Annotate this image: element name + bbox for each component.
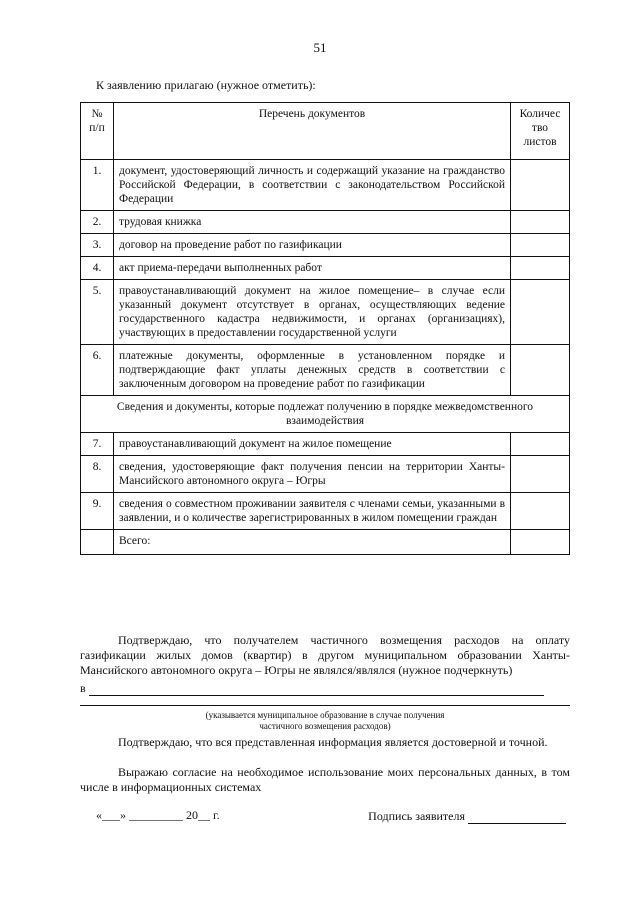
table-row [81,211,570,234]
section-heading: Сведения и документы, которые подлежат получению в порядке межведомственного взаимодействия [81,396,570,433]
municipality-line [80,680,570,696]
signature-label: Подпись заявителя [368,809,465,823]
document-name: договор на проведение работ по газификации [114,234,511,257]
row-number: 9. [81,493,114,530]
document-name: сведения о совместном проживании заявителя с членами семьи, указанными в заявлении, и о количестве зарегистрированных в жилом помещении граждан [114,493,511,530]
table-row [81,234,570,257]
row-number: 2. [81,211,114,234]
row-number: 5. [81,280,114,345]
document-name: акт приема-передачи выполненных работ [114,257,511,280]
row-number: 8. [81,456,114,493]
header-sheet-count: Количес тво листов [511,103,570,160]
document-name: правоустанавливающий документ на жилое помещение [114,433,511,456]
total-row [81,530,570,555]
page-number: 51 [313,40,327,55]
table-row [81,433,570,456]
municipality-prefix: в [80,681,86,695]
total-count-cell[interactable] [511,530,570,555]
document-name: трудовая книжка [114,211,511,234]
signature-block [368,808,566,824]
table-row [81,257,570,280]
sheet-count-cell[interactable] [511,493,570,530]
confirmation-text: Подтверждаю, что получателем частичного возмещения расходов на оплату газификации жилых домов (квартир) в другом муниципальном образовании Ханты-Мансийского автономного округа – Югры не являлся/являлся (нужное подчеркнуть) [80,633,570,677]
intro-text: К заявлению прилагаю (нужное отметить): [96,78,316,92]
header-number: № п/п [81,103,114,160]
table-row [81,493,570,530]
document-name: правоустанавливающий документ на жилое помещение– в случае если указанный документ отсутствует в органах, осуществляющих ведение государственного кадастра недвижимости, и органах (организациях), участвующих в предоставлении государственной услуги [114,280,511,345]
sheet-count-cell[interactable] [511,456,570,493]
sheet-count-cell[interactable] [511,211,570,234]
row-number: 3. [81,234,114,257]
municipality-field[interactable] [89,680,544,696]
document-name: платежные документы, оформленные в установленном порядке и подтверждающие факт уплаты денежных средств в соответствии с заключенным договором на проведение работ по газификации [114,345,511,396]
row-number: 6. [81,345,114,396]
table-row [81,456,570,493]
signature-row [96,808,566,823]
row-number: 4. [81,257,114,280]
table-row [81,160,570,211]
section-row [81,396,570,433]
accuracy-confirmation: Подтверждаю, что вся представленная информация является достоверной и точной. [118,735,548,749]
document-name: документ, удостоверяющий личность и содержащий указание на гражданство Российской Федерации, в соответствии с законодательством Российской Федерации [114,160,511,211]
date-field[interactable]: «___» _________ 20__ г. [96,808,220,822]
total-number-cell [81,530,114,555]
sheet-count-cell[interactable] [511,433,570,456]
table-row [81,280,570,345]
documents-table [80,102,570,555]
municipality-field-line-2[interactable] [80,705,570,706]
table-header-row [81,103,570,160]
total-label: Всего: [114,530,511,555]
sheet-count-cell[interactable] [511,257,570,280]
header-documents: Перечень документов [114,103,511,160]
note-line-2: частичного возмещения расходов) [259,721,391,731]
row-number: 1. [81,160,114,211]
confirmation-paragraph [80,633,570,678]
sheet-count-cell[interactable] [511,280,570,345]
municipality-note [80,710,570,732]
signature-field[interactable] [468,808,566,824]
sheet-count-cell[interactable] [511,234,570,257]
sheet-count-cell[interactable] [511,345,570,396]
table-row [81,345,570,396]
row-number: 7. [81,433,114,456]
note-line-1: (указывается муниципальное образование в случае получения [205,710,445,720]
consent-text: Выражаю согласие на необходимое использование моих персональных данных, в том числе в информационных системах [80,765,570,794]
document-name: сведения, удостоверяющие факт получения пенсии на территории Ханты-Мансийского автономного округа – Югры [114,456,511,493]
sheet-count-cell[interactable] [511,160,570,211]
